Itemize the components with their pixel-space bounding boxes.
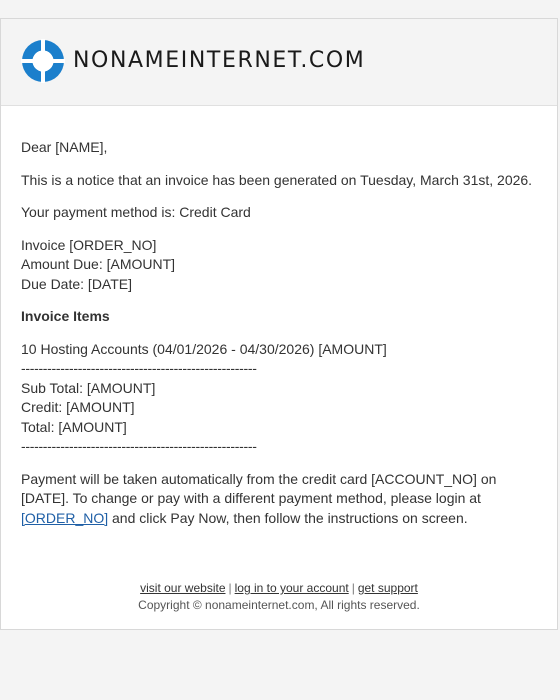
copyright: Copyright © nonameinternet.com, All rights reserved.: [138, 598, 420, 612]
email-body: [1, 106, 557, 528]
total: Total: [AMOUNT]: [21, 418, 127, 435]
visit-website-link[interactable]: visit our website: [140, 581, 226, 595]
payment-text-end: and click Pay Now, then follow the instructions on screen.: [108, 509, 468, 526]
credit: Credit: [AMOUNT]: [21, 399, 135, 415]
circle-ring-logo-icon: [21, 39, 65, 83]
invoice-items-title: Invoice Items: [21, 308, 110, 324]
divider-line: ------------------------------------------------------: [21, 438, 257, 454]
invoice-item: 10 Hosting Accounts (04/01/2026 - 04/30/2026) [AMOUNT]: [21, 340, 387, 357]
invoice-number: Invoice [ORDER_NO]: [21, 236, 157, 253]
amount-due: Amount Due: [AMOUNT]: [21, 256, 176, 272]
get-support-link[interactable]: get support: [357, 581, 418, 595]
login-account-link[interactable]: log in to your account: [234, 581, 349, 595]
email-card: [0, 18, 558, 630]
due-date: Due Date: [DATE]: [21, 275, 133, 292]
greeting: Dear [NAME],: [21, 139, 108, 155]
payment-instructions: [21, 470, 537, 529]
brand-name: NONAMEINTERNET.COM: [73, 48, 366, 73]
payment-method: Your payment method is: Credit Card: [21, 204, 251, 220]
login-link[interactable]: [ORDER_NO]: [21, 509, 109, 526]
divider-line: ------------------------------------------------------: [21, 360, 257, 376]
link-separator: |: [351, 581, 355, 595]
email-header: [1, 19, 557, 106]
payment-text-start: Payment will be taken automatically from the credit card [ACCOUNT_NO] on [DATE]. To change or pay with a different payment method, please login at: [21, 470, 497, 506]
invoice-notice: This is a notice that an invoice has been generated on Tuesday, March 31st, 2026.: [21, 171, 533, 188]
sub-total: Sub Total: [AMOUNT]: [21, 379, 156, 396]
link-separator: |: [228, 581, 232, 595]
email-footer: [1, 580, 557, 614]
footer-links: [1, 580, 557, 597]
